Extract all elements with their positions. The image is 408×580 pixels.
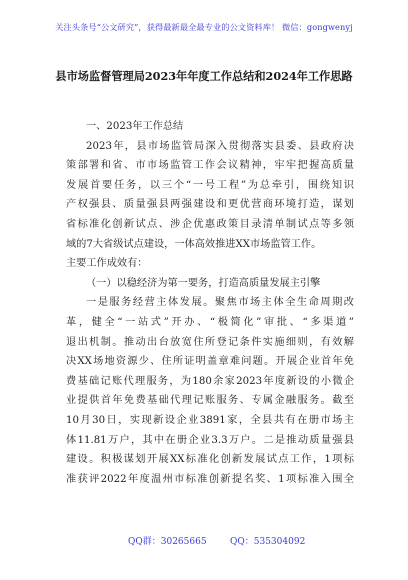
document-body — [66, 117, 354, 489]
qq-group-number: QQ群：30265665 — [128, 537, 207, 547]
paragraph-line: 域的7大省级试点建设，一体高效推进XX市场监管工作。 — [66, 238, 322, 250]
paragraph-line: 策部署和省、市市场监管工作会议精神，牢牢把握高质量 — [66, 160, 354, 172]
paragraph-line: 产权强县、质量强县两强建设和更优营商环境打造，谋划 — [66, 199, 354, 211]
paragraph-line: 业提供首年免费基础代理记账服务、专属金融服务。截至 — [66, 395, 354, 407]
qq-contact-number: QQ：535304092 — [230, 537, 306, 547]
section-heading: 一、2023年工作总结 — [86, 121, 184, 132]
header-note: 关注头条号“公文研究”，获得最新最全最专业的公文资料库！ 微信：gongwenyj — [55, 22, 353, 32]
paragraph-line: 体11.81万户，其中在册企业3.3万户。二是推动质量强县 — [66, 434, 354, 446]
paragraph-line: 决XX场地资源少、住所证明盖章难问题。开展企业首年免 — [66, 356, 354, 368]
subsection-heading: （一）以稳经济为第一要务，打造高质量发展主引擎 — [86, 277, 321, 289]
paragraph-line: 10月30日，实现新设企业3891家，全县共有在册市场主 — [66, 414, 354, 426]
document-title: 县市场监督管理局2023年年度工作总结和2024年工作思路 — [55, 69, 353, 83]
paragraph-line: 建设。积极谋划开展XX标准化创新发展试点工作，1项标 — [66, 454, 354, 466]
paragraph-line: 准获评2022年度温州市标准创新提名奖、1项标准入围全 — [66, 473, 354, 485]
paragraph-line: 退出机制。推动出台放宽住所登记条件实施细则，有效解 — [66, 336, 354, 348]
paragraph-line: 省标准化创新试点、涉企优惠政策目录清单制试点等多领 — [66, 218, 354, 230]
paragraph-line: 2023年，县市场监管局深入贯彻落实县委、县政府决 — [86, 140, 354, 152]
paragraph-line: 革，健全“一站式”开办、“极简化”审批、“多渠道” — [66, 316, 354, 328]
paragraph-line: 一是服务经营主体发展。聚焦市场主体全生命周期改 — [86, 297, 354, 309]
paragraph-line: 费基础记账代理服务，为180余家2023年度新设的小微企 — [66, 375, 354, 387]
paragraph-line: 发展首要任务，以三个“一号工程”为总牵引，围绕知识 — [66, 179, 354, 191]
paragraph-line: 主要工作成效有： — [66, 258, 148, 270]
